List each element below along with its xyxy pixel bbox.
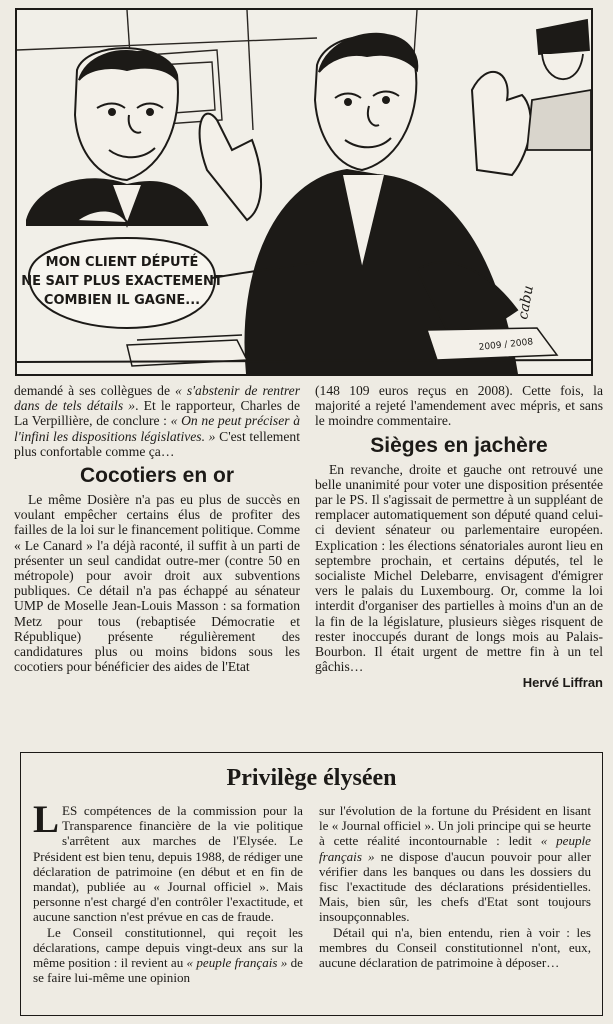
article-column-right bbox=[315, 383, 603, 691]
speech-line-2: NE SAIT PLUS EXACTEMENT bbox=[21, 274, 223, 289]
text-run: de se faire lui-même une opinion bbox=[33, 955, 303, 986]
box-paragraph-3 bbox=[319, 803, 591, 925]
box-paragraph-1: LES compétences de la commission pour la Transparence financière de la vie politique s'arrêtent aux marches de l'Elysée. Le Président est bien tenu, depuis 1988, de rédiger une déclaration de patrimoine (en début et en fin de mandat), publiée au « Journal officiel ». Mais personne n'est chargé d'en contrôler l'exactitude, et aucune sanction n'est prévue en cas de fraude. bbox=[33, 798, 303, 925]
text-run: . Et le rapporteur, Charles de La Verpillière, de conclure : bbox=[14, 398, 300, 429]
lawyer-figure bbox=[200, 34, 531, 374]
intro-paragraph bbox=[14, 383, 300, 459]
box-paragraph-4: Détail qui n'a, bien entendu, rien à voir : les membres du Conseil constitutionnel n'ont, eux, aucune déclaration de patrimoine à déposer… bbox=[319, 924, 591, 971]
speech-line-1: MON CLIENT DÉPUTÉ bbox=[45, 255, 199, 270]
speech-line-3: COMBIEN IL GAGNE... bbox=[43, 293, 201, 308]
text-run: « On ne peut préciser à l'infini les dispositions législatives. » bbox=[14, 413, 300, 444]
cartoon-drawing bbox=[17, 10, 591, 374]
author-signature: Hervé Liffran bbox=[522, 675, 603, 691]
paper-scribble: 2009 / 2008 bbox=[478, 337, 534, 353]
box-column-right bbox=[319, 803, 591, 970]
text-run: « peuple français » bbox=[186, 955, 288, 971]
section-heading-sieges: Sièges en jachère bbox=[370, 433, 548, 457]
deputy-figure bbox=[27, 48, 207, 225]
continuation-paragraph: (148 109 euros reçus en 2008). Cette fois, la majorité a rejeté l'amendement avec mépris, et sans le moindre commentaire. bbox=[315, 383, 603, 429]
text-run: sur l'évolution de la fortune du Président en lisant le « Journal officiel ». Un joli principe qui se heurte à cette réalité incontournable : ledit bbox=[319, 803, 591, 849]
sieges-paragraph: En revanche, droite et gauche ont retrouvé une belle unanimité pour voter une disposition présentée par le PS. Il s'agissait de permettre à un suppléant de remplacer automatiquement son député quand celui-ci devient sénateur ou parlementaire européen. Explication : les élections sénatoriales auront lieu en septembre prochain, et certains députés, tel le socialiste Michel Delebarre, envisagent d'émigrer vers le palais du Luxembourg. Or, comme la loi interdit d'organiser des partielles à moins d'un an de la fin de la législature, plusieurs sièges risquent de rester inoccupés durant de longs mois au Palais-Bourbon. Il était urgent de mettre fin à un tel gâchis… bbox=[315, 461, 603, 675]
text-run: demandé à ses collègues de bbox=[14, 383, 176, 398]
box-column-left bbox=[33, 798, 303, 986]
sidebar-box bbox=[20, 752, 603, 1016]
text-run: « peuple français » bbox=[319, 833, 591, 864]
text-run: Le Conseil constitutionnel, qui reçoit les déclarations, campe depuis vingt-deux ans sur la même position : il revient au bbox=[33, 924, 303, 971]
text-run: « s'abstenir de rentrer dans de tels détails » bbox=[14, 383, 300, 414]
cocotiers-paragraph: Le même Dosière n'a pas eu plus de succès en voulant empêcher certains élus de profiter des failles de la loi sur le financement politique. Comme « Le Canard » l'a déjà raconté, il suffit à un parti de présenter un seul candidat outre-mer (contre 50 en métropole) pour avoir droit aux subventions publiques. Ce détail n'a pas échappé au sénateur UMP de Moselle Jean-Louis Masson : sa formation Metz pour tous (rebaptisée Démocratie et République) présente régulièrement des candidatures plus ou moins bidons sous les cocotiers pour bénéficier des aides de l'Etat bbox=[14, 492, 300, 675]
artist-signature: cabu bbox=[515, 284, 537, 321]
section-heading-cocotiers: Cocotiers en or bbox=[79, 464, 235, 488]
text-run: ne dispose d'aucun pouvoir pour aller vérifier dans les banques ou dans les dossiers du fisc l'exactitude des déclarations présidentielles. Mais, bien sûr, les chefs d'Etat sont toujours insoupçonnables. bbox=[319, 848, 591, 925]
cartoon-illustration bbox=[15, 8, 593, 376]
policeman-figure bbox=[527, 20, 591, 150]
article-column-left bbox=[14, 383, 300, 674]
drop-cap: L bbox=[33, 798, 60, 841]
box-paragraph-2 bbox=[33, 925, 303, 986]
box-title: Privilège élyséen bbox=[226, 765, 397, 791]
text-run: C'est tellement plus confortable comme ça… bbox=[14, 428, 300, 459]
